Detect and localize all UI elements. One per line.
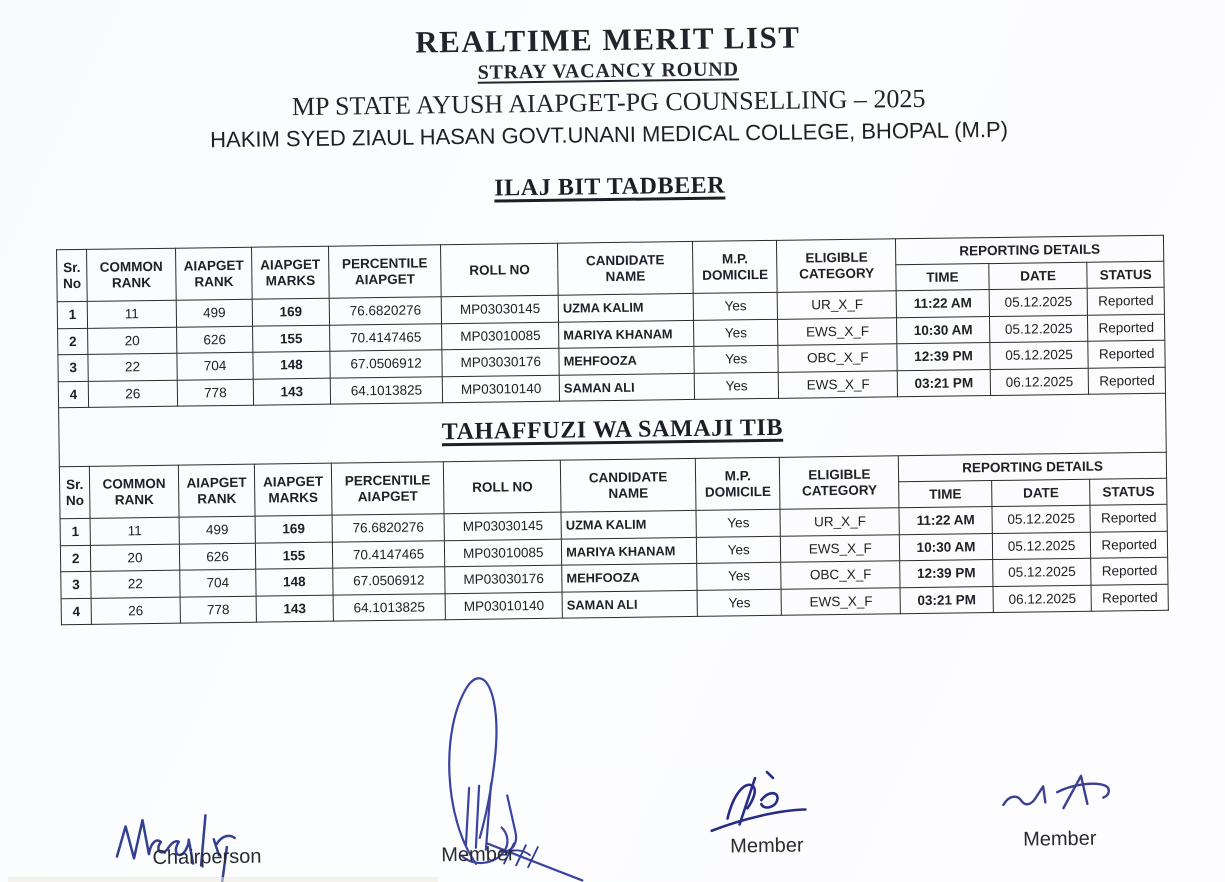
table-cell: MP03030145 bbox=[444, 512, 561, 540]
col-aiapget-marks: AIAPGET MARKS bbox=[252, 246, 329, 299]
table-cell: 143 bbox=[256, 595, 333, 622]
table-cell: Reported bbox=[1091, 557, 1168, 585]
table-cell: 20 bbox=[91, 544, 180, 572]
col-mp-domicile: M.P. DOMICILE bbox=[692, 240, 777, 293]
table-cell: UR_X_F bbox=[780, 508, 899, 536]
table-cell: Reported bbox=[1091, 584, 1168, 612]
table-cell: Reported bbox=[1088, 314, 1165, 342]
table-cell: MARIYA KHANAM bbox=[561, 537, 696, 565]
table-cell: 67.0506912 bbox=[332, 567, 445, 595]
table-cell: 76.6820276 bbox=[332, 514, 445, 542]
table-cell: 03:21 PM bbox=[900, 586, 993, 614]
chairperson-label: Chairperson bbox=[152, 845, 262, 870]
table-cell: 05.12.2025 bbox=[989, 315, 1088, 343]
col-time: TIME bbox=[896, 264, 989, 291]
table-cell: MP03030176 bbox=[445, 565, 562, 593]
table-cell: 2 bbox=[58, 328, 89, 355]
col-common-rank: COMMON RANK bbox=[90, 465, 179, 518]
section-title-tahaffuzi-wa-samaji-tib: TAHAFFUZI WA SAMAJI TIB bbox=[441, 414, 784, 445]
table-cell: MEHFOOZA bbox=[559, 346, 694, 374]
table-cell: 778 bbox=[180, 596, 257, 623]
col-mp-domicile: M.P. DOMICILE bbox=[695, 457, 780, 510]
col-reporting-details: REPORTING DETAILS bbox=[899, 452, 1167, 482]
table-cell: 11:22 AM bbox=[896, 290, 989, 318]
table-cell: UR_X_F bbox=[778, 291, 897, 319]
table-cell: EWS_X_F bbox=[779, 370, 898, 398]
table-cell: 06.12.2025 bbox=[993, 585, 1092, 613]
chairperson-signature-icon bbox=[110, 802, 276, 882]
table-cell: 22 bbox=[88, 353, 177, 381]
table-cell: 626 bbox=[176, 326, 253, 353]
table-cell: 148 bbox=[253, 351, 330, 378]
table-cell: 64.1013825 bbox=[330, 376, 443, 404]
col-aiapget-rank: AIAPGET RANK bbox=[178, 464, 255, 517]
table-cell: 05.12.2025 bbox=[990, 341, 1089, 369]
table-cell: OBC_X_F bbox=[778, 344, 897, 372]
table-cell: 03:21 PM bbox=[897, 369, 990, 397]
table-cell: 704 bbox=[179, 569, 256, 596]
table-cell: 70.4147465 bbox=[332, 540, 445, 568]
document-header bbox=[0, 14, 1222, 156]
table-cell: MARIYA KHANAM bbox=[559, 320, 694, 348]
table-cell: 05.12.2025 bbox=[992, 558, 1091, 586]
table-cell: MP03010085 bbox=[442, 322, 559, 350]
scan-edge-shadow bbox=[8, 877, 438, 882]
table-cell: 70.4147465 bbox=[329, 323, 442, 351]
table-body bbox=[60, 504, 1168, 624]
table-cell: MP03030145 bbox=[442, 295, 559, 323]
table-cell: 1 bbox=[60, 518, 91, 545]
table-cell: Yes bbox=[694, 345, 779, 373]
member-signature-icon bbox=[995, 765, 1124, 829]
table-cell: 499 bbox=[176, 299, 253, 326]
counselling-line: MP STATE AYUSH AIAPGET-PG COUNSELLING – 2025 bbox=[291, 83, 926, 122]
table-cell: Yes bbox=[693, 319, 778, 347]
table-cell: Yes bbox=[697, 589, 782, 617]
table-cell: Yes bbox=[697, 562, 782, 590]
col-aiapget-rank: AIAPGET RANK bbox=[175, 247, 252, 300]
table-cell: Reported bbox=[1090, 504, 1167, 532]
col-candidate-name: CANDIDATE NAME bbox=[558, 241, 694, 295]
table-cell: 155 bbox=[256, 542, 333, 569]
table-cell: 3 bbox=[61, 571, 92, 598]
member-label: Member bbox=[1022, 827, 1097, 851]
col-common-rank: COMMON RANK bbox=[87, 248, 176, 301]
col-roll-no: ROLL NO bbox=[444, 460, 561, 514]
col-aiapget-marks: AIAPGET MARKS bbox=[255, 463, 332, 516]
table-cell: 4 bbox=[58, 381, 89, 408]
col-sr-no: Sr. No bbox=[59, 466, 90, 518]
table-cell: 499 bbox=[179, 516, 256, 543]
table-cell: 11 bbox=[87, 300, 176, 328]
table-cell: Reported bbox=[1088, 287, 1165, 315]
table-cell: 1 bbox=[57, 301, 88, 328]
table-cell: 10:30 AM bbox=[900, 533, 993, 561]
table-cell: MP03030176 bbox=[442, 348, 559, 376]
table-cell: SAMAN ALI bbox=[562, 590, 697, 618]
col-status: STATUS bbox=[1090, 478, 1167, 505]
table-cell: Yes bbox=[696, 509, 781, 537]
table-cell: UZMA KALIM bbox=[558, 293, 693, 321]
table-cell: 76.6820276 bbox=[329, 297, 442, 325]
table-cell: 67.0506912 bbox=[330, 350, 443, 378]
table-cell: Yes bbox=[696, 536, 781, 564]
table-cell: 06.12.2025 bbox=[990, 368, 1089, 396]
table-cell: 155 bbox=[253, 325, 330, 352]
table-cell: 3 bbox=[58, 354, 89, 381]
table-cell: 10:30 AM bbox=[897, 316, 990, 344]
table-cell: Yes bbox=[693, 292, 778, 320]
table-cell: SAMAN ALI bbox=[559, 373, 694, 401]
table-cell: MP03010140 bbox=[443, 375, 560, 403]
table-cell: 05.12.2025 bbox=[992, 505, 1091, 533]
document-title: REALTIME MERIT LIST bbox=[415, 19, 801, 60]
member-label: Member bbox=[441, 843, 515, 867]
table-cell: 11:22 AM bbox=[899, 507, 992, 535]
col-eligible-category: ELIGIBLE CATEGORY bbox=[777, 239, 896, 293]
table-cell: EWS_X_F bbox=[778, 317, 897, 345]
col-time: TIME bbox=[899, 481, 992, 508]
table-cell: MEHFOOZA bbox=[562, 563, 697, 591]
table-cell: Yes bbox=[694, 372, 779, 400]
col-candidate-name: CANDIDATE NAME bbox=[560, 458, 696, 512]
table-cell: 05.12.2025 bbox=[989, 288, 1088, 316]
member-signature-icon bbox=[703, 765, 822, 842]
merit-table-ilaj-bit-tadbeer bbox=[56, 235, 1166, 408]
table-cell: 2 bbox=[60, 545, 91, 572]
table-cell: 12:39 PM bbox=[897, 343, 990, 371]
table-cell: 4 bbox=[61, 598, 92, 625]
table-cell: Reported bbox=[1088, 340, 1165, 368]
table-cell: EWS_X_F bbox=[781, 534, 900, 562]
table-cell: 11 bbox=[90, 517, 179, 545]
table-cell: 704 bbox=[177, 352, 254, 379]
round-subtitle: STRAY VACANCY ROUND bbox=[477, 58, 739, 84]
table-cell: 26 bbox=[91, 597, 180, 625]
college-name: HAKIM SYED ZIAUL HASAN GOVT.UNANI MEDICAL COLLEGE, BHOPAL (M.P) bbox=[209, 116, 1009, 153]
col-reporting-details: REPORTING DETAILS bbox=[896, 235, 1164, 265]
table-cell: 169 bbox=[255, 515, 332, 542]
table-cell: 12:39 PM bbox=[900, 560, 993, 588]
table-cell: OBC_X_F bbox=[781, 561, 900, 589]
merit-tables bbox=[56, 235, 1169, 625]
table-cell: 626 bbox=[179, 543, 256, 570]
table-cell: MP03010140 bbox=[445, 592, 562, 620]
table-cell: 20 bbox=[88, 327, 177, 355]
col-eligible-category: ELIGIBLE CATEGORY bbox=[780, 456, 899, 510]
table-cell: 148 bbox=[256, 568, 333, 595]
section-title-ilaj-bit-tadbeer: ILAJ BIT TADBEER bbox=[494, 172, 726, 202]
col-date: DATE bbox=[991, 479, 1090, 506]
table-cell: 26 bbox=[88, 380, 177, 408]
table-cell: 64.1013825 bbox=[333, 593, 446, 621]
col-date: DATE bbox=[989, 262, 1088, 289]
col-status: STATUS bbox=[1087, 261, 1164, 288]
table-cell: Reported bbox=[1091, 531, 1168, 559]
col-sr-no: Sr. No bbox=[57, 249, 88, 301]
table-cell: UZMA KALIM bbox=[561, 510, 696, 538]
table-body bbox=[57, 287, 1165, 407]
table-cell: 143 bbox=[253, 378, 330, 405]
merit-table-tahaffuzi-wa-samaji-tib bbox=[59, 452, 1169, 625]
col-percentile: PERCENTILE AIAPGET bbox=[331, 462, 444, 515]
table-cell: 22 bbox=[91, 570, 180, 598]
col-percentile: PERCENTILE AIAPGET bbox=[328, 245, 441, 298]
table-cell: 05.12.2025 bbox=[992, 532, 1091, 560]
table-cell: 778 bbox=[177, 379, 254, 406]
col-roll-no: ROLL NO bbox=[441, 243, 558, 297]
table-cell: 169 bbox=[252, 298, 329, 325]
table-cell: MP03010085 bbox=[445, 539, 562, 567]
table-cell: Reported bbox=[1089, 367, 1166, 395]
table-cell: EWS_X_F bbox=[782, 587, 901, 615]
member-label: Member bbox=[730, 834, 804, 858]
